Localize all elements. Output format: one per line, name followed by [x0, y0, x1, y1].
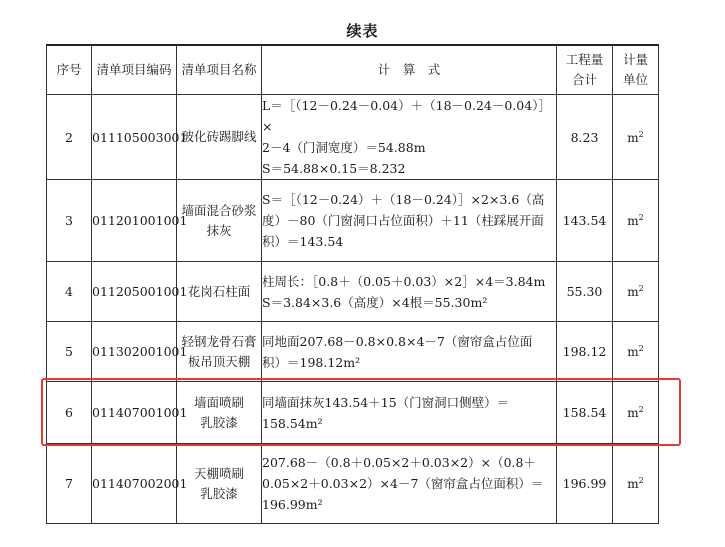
calc-line: 196.99m² — [262, 497, 323, 512]
calc-line: 度）－80（门窗洞口占位面积）＋11（柱踩展开面 — [262, 213, 544, 228]
row-name-line: 乳胶漆 — [200, 485, 238, 501]
calc-line: S＝［（12－0.24）＋（18－0.24）］×2×3.6（高 — [262, 192, 545, 207]
unit-superscript: 2 — [638, 213, 644, 222]
row-name-line: 乳胶漆 — [200, 414, 238, 430]
row-unit — [613, 444, 659, 524]
row-quantity: 196.99 — [557, 444, 613, 524]
row-calculation — [262, 322, 557, 382]
row-unit — [613, 180, 659, 262]
unit-superscript: 2 — [638, 476, 644, 485]
row-name — [177, 95, 262, 180]
unit-text: m — [627, 214, 639, 228]
row-seq: 6 — [47, 382, 92, 444]
row-calculation — [262, 382, 557, 444]
row-code: 011302001001 — [92, 322, 177, 382]
calc-line: 207.68－（0.8＋0.05×2＋0.03×2）×（0.8＋ — [262, 455, 536, 470]
row-seq: 7 — [47, 444, 92, 524]
table-row — [47, 444, 659, 524]
row-calculation — [262, 262, 557, 322]
calc-line: 柱周长：［0.8＋（0.05＋0.03）×2］×4＝3.84m — [262, 273, 546, 289]
row-name — [177, 322, 262, 382]
unit-superscript: 2 — [638, 405, 644, 414]
calc-line: L＝［（12－0.24－0.04）＋（18－0.24－0.04）］× — [262, 98, 551, 134]
row-seq: 5 — [47, 322, 92, 382]
header-name: 清单项目名称 — [177, 45, 262, 95]
row-quantity: 8.23 — [557, 95, 613, 180]
row-name — [177, 444, 262, 524]
header-quantity — [557, 45, 613, 95]
row-name-line: 板吊顶天棚 — [187, 353, 251, 369]
unit-text: m — [627, 477, 639, 491]
row-calculation — [262, 180, 557, 262]
header-code: 清单项目编码 — [92, 45, 177, 95]
header-unit-line1: 计量 — [622, 52, 648, 67]
row-name — [177, 382, 262, 444]
row-unit — [613, 95, 659, 180]
table-row — [47, 180, 659, 262]
table-row — [47, 262, 659, 322]
calc-line: S＝3.84×3.6（高度）×4根＝55.30m² — [262, 294, 488, 310]
row-calculation — [262, 95, 557, 180]
row-calculation — [262, 444, 557, 524]
unit-superscript: 2 — [638, 284, 644, 293]
unit-text: m — [627, 345, 639, 359]
table-row — [47, 322, 659, 382]
row-code: 011407001001 — [92, 382, 177, 444]
header-unit — [613, 45, 659, 95]
row-name — [177, 180, 262, 262]
unit-text: m — [627, 285, 639, 299]
row-quantity: 198.12 — [557, 322, 613, 382]
calc-line: 积）＝143.54 — [262, 234, 344, 249]
header-unit-line2: 单位 — [622, 72, 648, 87]
calc-line: S＝54.88×0.15＝8.232 — [262, 161, 406, 176]
header-row — [47, 45, 659, 95]
row-unit — [613, 262, 659, 322]
row-quantity: 143.54 — [557, 180, 613, 262]
header-formula: 计 算 式 — [262, 45, 557, 95]
unit-superscript: 2 — [638, 344, 644, 353]
header-quantity-line2: 合计 — [571, 72, 597, 87]
header-quantity-line1: 工程量 — [565, 52, 604, 67]
row-name-line: 天棚喷刷 — [193, 465, 244, 481]
table-title: 续表 — [346, 22, 379, 40]
unit-text: m — [627, 406, 639, 420]
row-name-line: 墙面喷刷 — [193, 394, 244, 410]
row-name — [177, 262, 262, 322]
table-row — [47, 95, 659, 180]
row-code: 011205001001 — [92, 262, 177, 322]
row-name-line: 玻化砖踢脚线 — [181, 129, 257, 144]
row-seq: 3 — [47, 180, 92, 262]
row-code: 011201001001 — [92, 180, 177, 262]
calc-line: 2－4（门洞宽度）＝54.88m — [262, 140, 426, 155]
calc-line: 同墙面抹灰143.54＋15（门窗洞口侧壁）＝ — [262, 394, 510, 410]
calc-line: 0.05×2＋0.03×2）×4－7（窗帘盒占位面积）＝ — [262, 476, 544, 491]
unit-text: m — [627, 130, 639, 145]
row-seq: 4 — [47, 262, 92, 322]
calc-line: 同地面207.68－0.8×0.8×4－7（窗帘盒占位面 — [262, 333, 533, 349]
calc-line: 积）＝198.12m² — [262, 354, 361, 370]
row-name-line: 花岗石柱面 — [187, 283, 251, 299]
row-name-line: 轻钢龙骨石膏 — [181, 333, 257, 349]
unit-superscript: 2 — [638, 129, 644, 139]
table-row-highlighted — [47, 382, 659, 444]
row-seq: 2 — [47, 95, 92, 180]
row-unit — [613, 322, 659, 382]
row-name-line: 抹灰 — [206, 222, 232, 238]
row-code: 011105003001 — [92, 95, 177, 180]
row-code: 011407002001 — [92, 444, 177, 524]
row-quantity: 55.30 — [557, 262, 613, 322]
calc-line: 158.54m² — [262, 415, 323, 431]
row-name-line: 墙面混合砂浆 — [181, 202, 257, 218]
row-quantity: 158.54 — [557, 382, 613, 444]
row-unit — [613, 382, 659, 444]
quantity-calculation-table — [46, 44, 659, 524]
header-seq: 序号 — [47, 45, 92, 95]
